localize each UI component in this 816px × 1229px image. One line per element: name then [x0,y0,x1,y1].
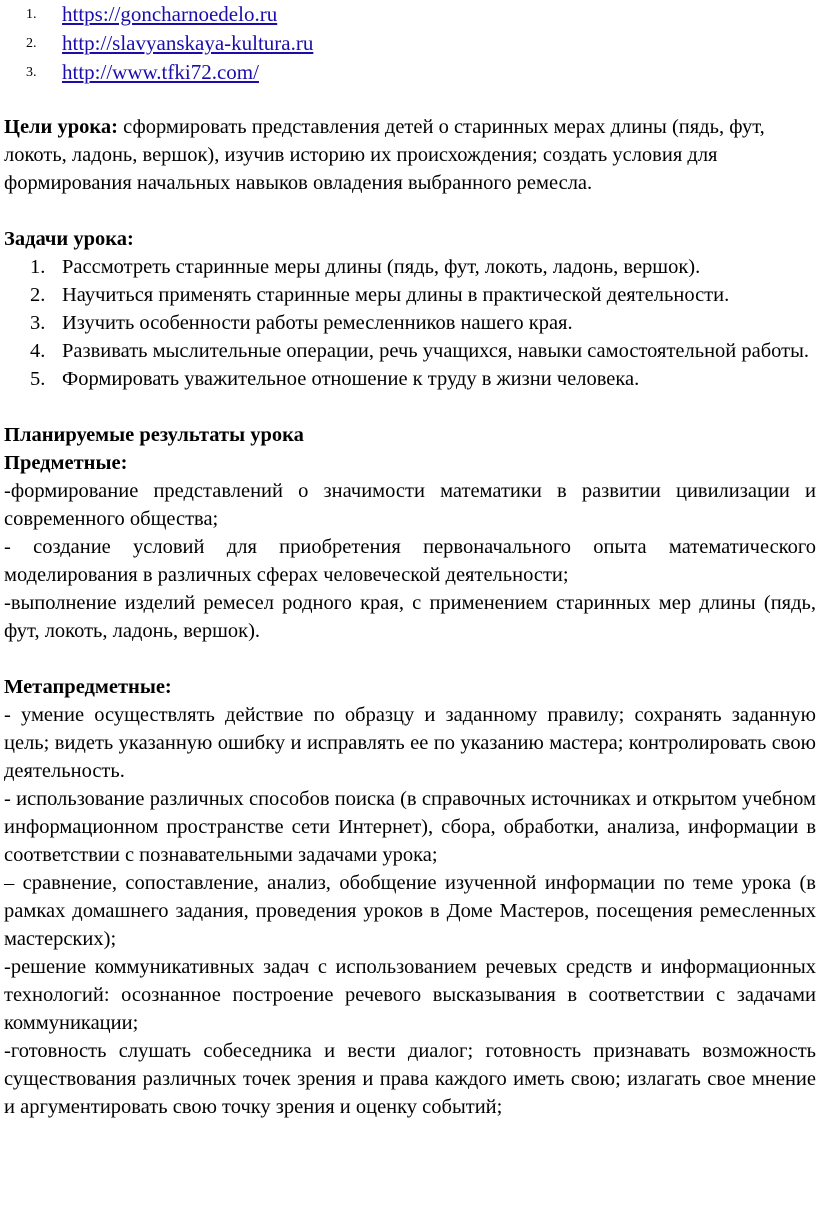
task-text: Формировать уважительное отношение к труду в жизни человека. [62,368,640,390]
meta-result-item: - умение осуществлять действие по образцу и заданному правилу; сохранять заданную цель; видеть указанную ошибку и исправлять ее по указанию мастера; контролировать свою деятельность. [4,704,816,782]
subject-result-item: -выполнение изделий ремесел родного края, с применением старинных мер длины (пядь, фут, локоть, ладонь, вершок). [4,592,816,642]
list-number: 3. [26,65,37,80]
list-number: 3. [30,312,46,334]
goals-paragraph [4,113,816,197]
meta-result-item: – сравнение, сопоставление, анализ, обобщение изученной информации по теме урока (в рамках домашнего задания, проведения уроков в Доме Мастеров, посещения ремесленных мастерских); [4,872,816,950]
source-link-goncharnoedelo[interactable]: https://goncharnoedelo.ru [62,2,278,26]
list-number: 4. [30,340,46,362]
tasks-list [4,253,816,393]
source-link-item [4,29,816,58]
list-number: 1. [30,256,46,278]
source-link-slavyanskaya[interactable]: http://slavyanskaya-kultura.ru [62,31,314,55]
task-text: Научиться применять старинные меры длины в практической деятельности. [62,284,730,306]
subject-result-item: - создание условий для приобретения первоначального опыта математического моделирования в различных сферах человеческой деятельности; [4,536,816,586]
task-text: Изучить особенности работы ремесленников нашего края. [62,312,573,334]
meta-result-item: - использование различных способов поиска (в справочных источниках и открытом учебном информационном пространстве сети Интернет), сбора, обработки, анализа, информации в соответствии с познавательными задачами урока; [4,788,816,866]
goals-text: сформировать представления детей о старинных мерах длины (пядь, фут, локоть, ладонь, вершок), изучив историю их происхождения; создать условия для формирования начальных навыков овладения выбранного ремесла. [4,116,765,194]
subject-results-heading: Предметные: [4,452,128,474]
list-number: 1. [26,7,37,22]
task-text: Развивать мыслительные операции, речь учащихся, навыки самостоятельной работы. [62,340,810,362]
task-item [4,281,816,309]
meta-result-item: -готовность слушать собеседника и вести диалог; готовность признавать возможность существования различных точек зрения и права каждого иметь свою; излагать свое мнение и аргументировать свою точку зрения и оценку событий; [4,1040,816,1118]
task-item [4,309,816,337]
spacer [4,393,816,421]
task-item [4,337,816,365]
results-heading: Планируемые результаты урока [4,424,304,446]
list-number: 5. [30,368,46,390]
source-links-list [4,0,816,87]
task-item [4,365,816,393]
meta-results-heading: Метапредметные: [4,676,172,698]
task-item [4,253,816,281]
subject-result-item: -формирование представлений о значимости математики в развитии цивилизации и современного общества; [4,480,816,530]
list-number: 2. [26,36,37,51]
list-number: 2. [30,284,46,306]
spacer [4,197,816,225]
source-link-item [4,58,816,87]
task-text: Рассмотреть старинные меры длины (пядь, фут, локоть, ладонь, вершок). [62,256,701,278]
goals-label: Цели урока: [4,116,118,138]
meta-result-item: -решение коммуникативных задач с использованием речевых средств и информационных технологий: осознанное построение речевого высказывания в соответствии с задачами коммуникации; [4,956,816,1034]
spacer [4,87,816,115]
spacer [4,645,816,673]
source-link-item [4,0,816,29]
source-link-tfki72[interactable]: http://www.tfki72.com/ [62,60,259,84]
tasks-heading: Задачи урока: [4,228,134,250]
